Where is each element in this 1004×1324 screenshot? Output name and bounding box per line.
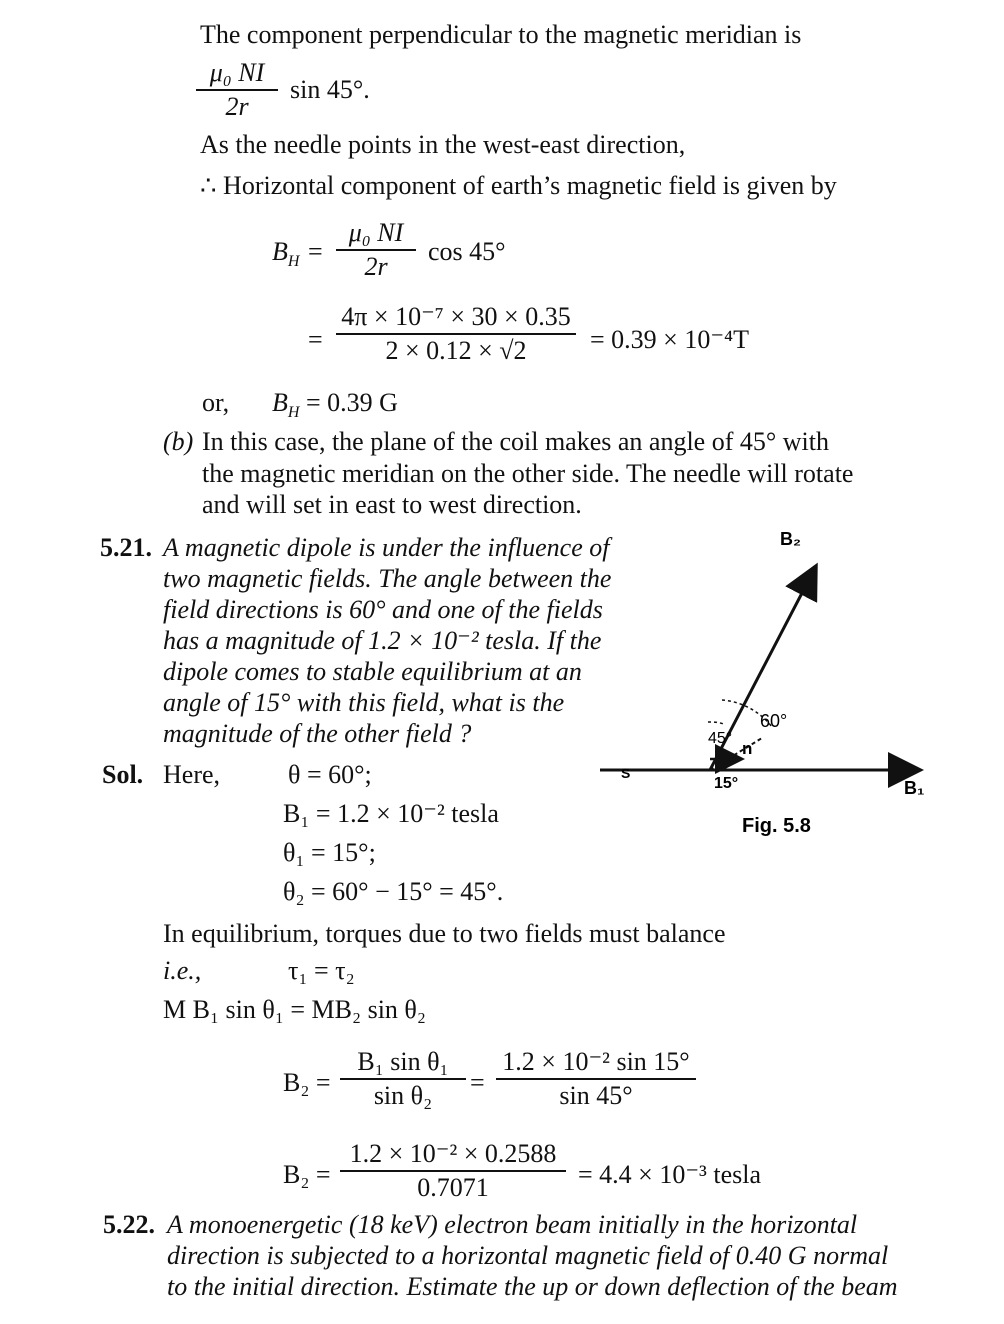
fraction-bar (336, 249, 416, 251)
fraction-denominator: sin θ₂ (373, 1081, 433, 1110)
result: = 0.39 × 10⁻⁴T (590, 325, 749, 354)
fraction (336, 218, 416, 282)
angle-15-label: 15° (714, 775, 739, 792)
fraction-denominator: sin 45° (559, 1081, 633, 1110)
fraction-bar (336, 333, 576, 335)
fraction-denominator: 2 × 0.12 × √2 (385, 336, 527, 365)
question-line: A magnetic dipole is under the influence of (163, 533, 610, 562)
fraction (196, 58, 278, 122)
question-line: to the initial direction. Estimate the up or down deflection of the beam (167, 1272, 898, 1301)
text-line: As the needle points in the west-east direction, (200, 130, 686, 159)
bh-symbol: $B_H$ (272, 237, 300, 271)
fraction-numerator: 1.2 × 10⁻² × 0.2588 (349, 1139, 557, 1168)
angle-45-label: 45° (708, 730, 733, 747)
text-line: and will set in east to west direction. (202, 490, 582, 519)
text-line: the magnetic meridian on the other side. The needle will rotate (202, 459, 854, 488)
n-pole-label: n (742, 739, 753, 758)
fraction (340, 1139, 566, 1203)
question-line: two magnetic fields. The angle between the (163, 564, 612, 593)
equals: = (308, 237, 323, 266)
text-line: In equilibrium, torques due to two fields must balance (163, 919, 726, 948)
equation: θ = 60°; (288, 760, 372, 789)
question-number: 5.22. (103, 1210, 155, 1239)
fraction-numerator: B₁ sin θ₁ (357, 1047, 449, 1076)
question-line: angle of 15° with this field, what is the (163, 688, 565, 717)
fraction (496, 1047, 696, 1111)
question-line: magnitude of the other field ? (163, 719, 472, 748)
angle-60-label: 60° (760, 711, 788, 731)
question-line: A monoenergetic (18 keV) electron beam initially in the horizontal (167, 1210, 858, 1239)
equals: = (470, 1068, 485, 1097)
fraction-numerator: μ₀ NI (209, 58, 265, 87)
fraction-numerator: 1.2 × 10⁻² sin 15° (502, 1047, 690, 1076)
fraction-bar (196, 89, 278, 91)
text: sin 45°. (290, 75, 370, 104)
equation-label: B₂ = (283, 1160, 331, 1189)
part-label: (b) (163, 427, 194, 456)
figure-5-8 (600, 530, 1000, 850)
question-line: has a magnitude of 1.2 × 10⁻² tesla. If the (163, 626, 602, 655)
question-line: dipole comes to stable equilibrium at an (163, 657, 582, 686)
fraction (336, 302, 576, 366)
equals: = (308, 325, 323, 354)
fraction-bar (340, 1170, 566, 1172)
fraction (340, 1047, 466, 1111)
fraction-bar (340, 1078, 466, 1080)
bh-symbol: $B_H$ (272, 388, 300, 422)
text: cos 45° (428, 237, 506, 266)
result: = 0.39 G (306, 388, 398, 417)
text: i.e., (163, 956, 202, 985)
text: Here, (163, 760, 221, 789)
fraction-bar (496, 1078, 696, 1080)
fraction-denominator: 2r (225, 92, 249, 121)
fraction-numerator: μ₀ NI (348, 218, 404, 247)
b2-vector-label: B₂ (780, 530, 801, 549)
fraction-numerator: 4π × 10⁻⁷ × 30 × 0.35 (341, 302, 571, 331)
fraction-denominator: 2r (364, 252, 388, 281)
equation: θ₂ = 60° − 15° = 45°. (283, 877, 504, 906)
s-pole-label: S (621, 765, 631, 781)
equation: τ₁ = τ₂ (288, 956, 355, 985)
equation: θ₁ = 15°; (283, 838, 376, 867)
solution-label: Sol. (102, 760, 144, 789)
question-number: 5.21. (100, 533, 152, 562)
question-line: field directions is 60° and one of the fields (163, 595, 603, 624)
question-line: direction is subjected to a horizontal magnetic field of 0.40 G normal (167, 1241, 889, 1270)
result: = 4.4 × 10⁻³ tesla (578, 1160, 761, 1189)
fraction-denominator: 0.7071 (417, 1173, 489, 1202)
text-line: ∴ Horizontal component of earth’s magnetic field is given by (200, 171, 837, 200)
figure-caption: Fig. 5.8 (742, 815, 811, 837)
equation-label: B₂ = (283, 1068, 331, 1097)
equation: B₁ = 1.2 × 10⁻² tesla (283, 799, 499, 828)
text-line: In this case, the plane of the coil makes an angle of 45° with (202, 427, 829, 456)
text-line: The component perpendicular to the magnetic meridian is (200, 20, 802, 49)
equation: M B₁ sin θ₁ = MB₂ sin θ₂ (163, 995, 426, 1024)
b1-vector-label: B₁ (904, 778, 925, 798)
angle-arc-45 (708, 722, 724, 724)
text: or, (202, 388, 230, 417)
